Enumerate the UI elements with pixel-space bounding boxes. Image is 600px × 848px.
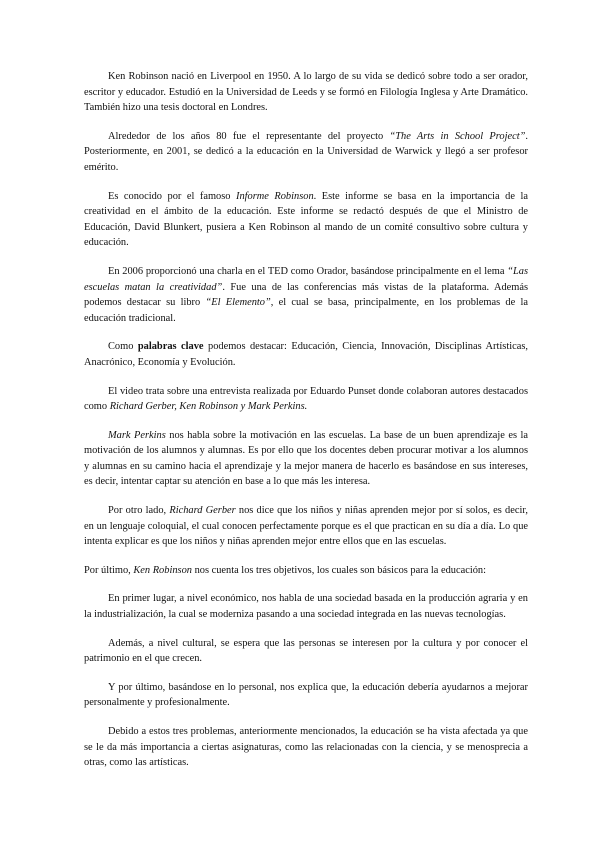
- italic-text: Informe Robinson: [235, 190, 314, 202]
- paragraph-13: [84, 724, 528, 771]
- text-segment: , el cual se basa, principalmente, en los problemas de la educación tradicional.: [84, 297, 528, 324]
- paragraph-4: [84, 264, 528, 326]
- text-segment: nos habla sobre la motivación en las escuelas. La base de un buen aprendizaje es la motivación de los alumnos y alumnas. Es por ello que los docentes deben procurar motivar a los alumnos y alumnas en su camino hacia el aprendizaje y la mejor manera de hacerlo es basándose en sus intereses, es decir, intentar captar su atención en base a lo que más les interesa.: [84, 429, 528, 488]
- paragraph-2: [84, 129, 528, 176]
- text-segment: Debido a estos tres problemas, anteriormente mencionados, la educación se ha vista afectada ya que se le da más importancia a ciertas asignaturas, como las relacionadas con la ciencia, y se menosprecia a otras, como las artísticas.: [84, 726, 528, 769]
- text-segment: En 2006 proporcionó una charla en el TED como Orador, basándose principalmente en el lema: [108, 265, 508, 277]
- text-segment: Por último,: [84, 564, 134, 576]
- italic-text: “The Arts in School Project”: [389, 130, 526, 142]
- text-segment: El video trata sobre una entrevista realizada por Eduardo Punset donde colaboran autores destacados como: [84, 385, 528, 413]
- paragraph-12: [84, 680, 528, 711]
- paragraph-7: [84, 428, 528, 490]
- text-segment: En primer lugar, a nivel económico, nos habla de una sociedad basada en la producción agraria y en la industrialización, la cual se moderniza pasando a una sociedad integrada en las nuevas tecnologías.: [84, 593, 528, 621]
- text-segment: Ken Robinson nació en Liverpool en 1950. A lo largo de su vida se dedicó sobre todo a ser orador, escritor y educador. Estudió en la Universidad de Leeds y se formó en Filología Inglesa y Arte Dramático. También hizo una tesis doctoral en Londres.: [84, 71, 528, 114]
- document-body: [84, 69, 528, 784]
- text-segment: Alrededor de los años 80 fue el representante del proyecto: [108, 130, 390, 142]
- paragraph-9: [84, 563, 528, 579]
- paragraph-5: [84, 339, 528, 370]
- paragraph-8: [84, 503, 528, 550]
- italic-text: Richard Gerber, Ken Robinson y Mark Perkins.: [109, 401, 308, 413]
- text-segment: . Posteriormente, en 2001, se dedicó a la educación en la Universidad de Warwick y llegó a ser profesor emérito.: [84, 130, 528, 173]
- text-segment: nos dice que los niños y niñas aprenden mejor por sí solos, es decir, en un lenguaje coloquial, el cual conocen perfectamente porque es el que practican en su día a día. Lo que intenta explicar es que los niños y niñas aprenden mejor entre ellos que en las escuelas.: [84, 505, 528, 548]
- text-segment: . Fue una de las conferencias más vistas de la plataforma. Además podemos destacar su libro: [84, 281, 528, 309]
- paragraph-1: [84, 69, 528, 116]
- bold-text: palabras clave: [137, 341, 204, 353]
- italic-text: “El Elemento”: [205, 297, 271, 309]
- paragraph-10: [84, 591, 528, 622]
- italic-text: Ken Robinson: [133, 564, 192, 576]
- paragraph-11: [84, 636, 528, 667]
- italic-text: Richard Gerber: [169, 505, 236, 517]
- italic-text: Mark Perkins: [108, 429, 166, 441]
- text-segment: podemos destacar: Educación, Ciencia, Innovación, Disciplinas Artísticas, Anacrónico, Economía y Evolución.: [84, 341, 528, 368]
- text-segment: Y por último, basándose en lo personal, nos explica que, la educación debería ayudarnos a mejorar personalmente y profesionalmente.: [84, 681, 528, 709]
- text-segment: Es conocido por el famoso: [108, 190, 236, 202]
- text-segment: . Este informe se basa en la importancia de la creatividad en el ámbito de la educación. Este informe se redactó después de que el Ministro de Educación, David Blunkert, pusiera a Ken Robinson al mando de un comité consultivo sobre cultura y educación.: [84, 190, 528, 249]
- paragraph-6: [84, 384, 528, 415]
- text-segment: Como: [108, 341, 138, 353]
- paragraph-3: [84, 189, 528, 251]
- italic-text: “Las escuelas matan la creatividad”: [84, 265, 528, 293]
- text-segment: Por otro lado,: [108, 505, 170, 517]
- text-segment: Además, a nivel cultural, se espera que las personas se interesen por la cultura y por conocer el patrimonio en el que crecen.: [84, 637, 528, 665]
- text-segment: nos cuenta los tres objetivos, los cuales son básicos para la educación:: [191, 564, 487, 576]
